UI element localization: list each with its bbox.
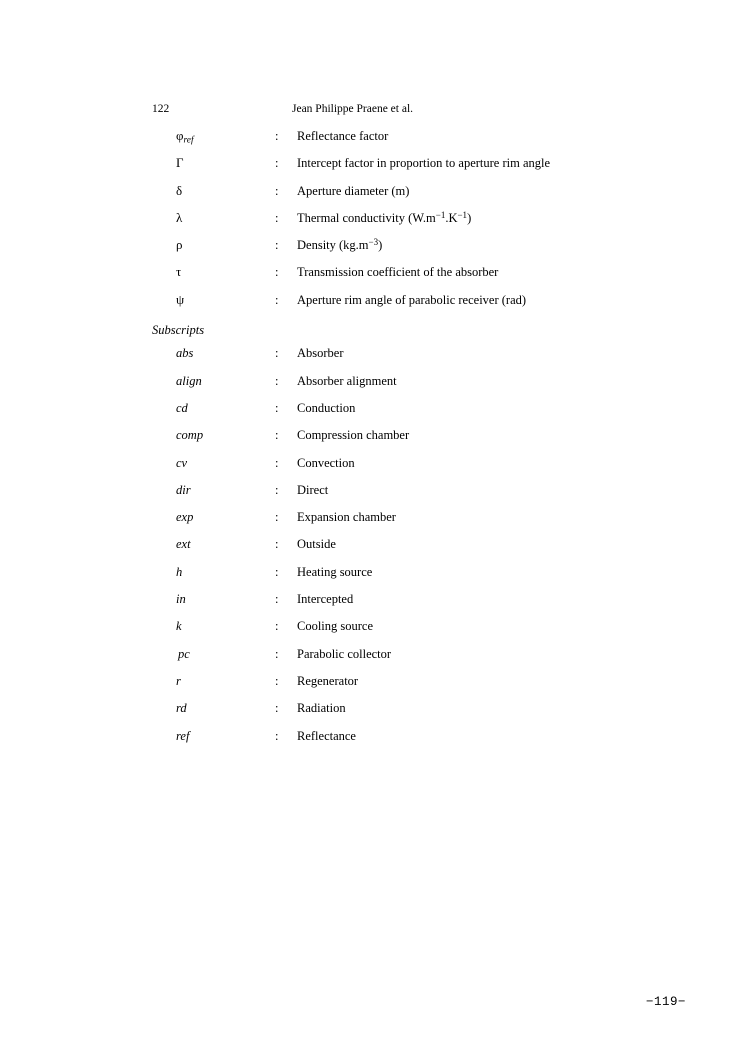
symbol-description: Intercept factor in proportion to aperture rim angle <box>297 156 551 171</box>
subscript-description: Radiation <box>297 701 346 716</box>
nomenclature-row <box>152 264 652 291</box>
separator: : <box>275 400 279 415</box>
separator: : <box>275 292 279 307</box>
symbol: λ <box>176 209 183 225</box>
subscript-description: Convection <box>297 455 355 470</box>
subscript-symbol: ext <box>176 537 191 552</box>
separator: : <box>275 129 279 143</box>
nomenclature-row <box>152 183 652 210</box>
page-header <box>152 103 612 115</box>
separator: : <box>275 210 279 225</box>
subscript-row <box>152 701 652 728</box>
subscript-symbol: exp <box>176 510 194 525</box>
subscript-description: Reflectance <box>297 728 356 743</box>
subscript-description: Outside <box>297 537 336 552</box>
symbol-description: Density $(kg.m^{-3})$ <box>297 237 383 253</box>
subscript-row <box>152 456 652 483</box>
symbol: τ <box>176 264 182 280</box>
nomenclature-list <box>152 128 652 756</box>
subscript-symbol: in <box>176 592 186 607</box>
subscript-symbol: cd <box>176 400 188 415</box>
separator: : <box>275 183 279 198</box>
symbol-description: Thermal conductivity $(W.m^{-1}.K^{-1})$ <box>297 210 472 225</box>
subscript-description: Heating source <box>297 564 373 579</box>
symbol: δ <box>176 182 183 198</box>
subscript-symbol: comp <box>176 428 204 443</box>
subscript-symbol: cv <box>176 455 188 470</box>
separator: : <box>275 728 279 743</box>
subscript-row <box>152 565 652 592</box>
separator: : <box>275 428 279 443</box>
separator: : <box>275 564 279 579</box>
subscript-description: Conduction <box>297 400 356 415</box>
subscript-row <box>152 346 652 373</box>
subscript-description: Expansion chamber <box>297 510 396 525</box>
separator: : <box>275 156 279 171</box>
separator: : <box>275 646 279 661</box>
subscript-row <box>152 428 652 455</box>
subscript-description: Absorber <box>297 346 344 361</box>
separator: : <box>275 482 279 497</box>
folio-number: −119− <box>645 995 686 1009</box>
subscript-row <box>152 374 652 401</box>
subscript-symbol: k <box>176 619 182 634</box>
subscript-row <box>152 647 652 674</box>
subscript-symbol: align <box>176 373 202 388</box>
separator: : <box>275 373 279 388</box>
symbol: ψ <box>176 291 185 307</box>
separator: : <box>275 455 279 470</box>
subscript-description: Intercepted <box>297 592 354 607</box>
nomenclature-row <box>152 155 652 182</box>
subscript-row <box>152 510 652 537</box>
separator: : <box>275 265 279 280</box>
subscript-row <box>152 619 652 646</box>
subscript-symbol: r <box>176 673 181 688</box>
subscript-row <box>152 537 652 564</box>
subscript-description: Compression chamber <box>297 428 410 443</box>
subscript-symbol: dir <box>176 482 191 497</box>
subscripts-heading: Subscripts <box>152 323 205 338</box>
separator: : <box>275 346 279 361</box>
symbol-description: Transmission coefficient of the absorber <box>297 265 499 280</box>
subscript-description: Absorber alignment <box>297 373 397 388</box>
separator: : <box>275 510 279 525</box>
separator: : <box>275 537 279 552</box>
subscript-row <box>152 674 652 701</box>
subscript-row <box>152 483 652 510</box>
subscript-symbol: h <box>176 564 183 579</box>
nomenclature-row <box>152 292 652 319</box>
symbol-description: Reflectance factor <box>297 129 389 143</box>
separator: : <box>275 592 279 607</box>
subscript-row <box>152 729 652 756</box>
subscript-symbol: rd <box>176 701 187 716</box>
subscript-row <box>152 592 652 619</box>
nomenclature-row <box>152 128 652 155</box>
separator: : <box>275 701 279 716</box>
subscript-description: Direct <box>297 482 329 497</box>
subscript-symbol: abs <box>176 346 194 361</box>
subscript-symbol: pc <box>178 646 190 661</box>
page-number: 122 <box>152 103 170 115</box>
nomenclature-row <box>152 237 652 264</box>
symbol-description: Aperture diameter (m) <box>297 183 410 198</box>
subscript-symbol: ref <box>176 728 190 743</box>
subscript-description: Cooling source <box>297 619 374 634</box>
subscript-row <box>152 401 652 428</box>
symbol-description: Aperture rim angle of parabolic receiver (rad) <box>297 292 527 307</box>
symbol: $\varphi_{ref}$ <box>176 128 194 146</box>
nomenclature-row <box>152 210 652 237</box>
separator: : <box>275 673 279 688</box>
separator: : <box>275 619 279 634</box>
subscript-description: Parabolic collector <box>297 646 392 661</box>
symbol: ρ <box>176 237 183 253</box>
page-footer <box>0 995 744 1009</box>
subscript-description: Regenerator <box>297 673 359 688</box>
separator: : <box>275 238 279 253</box>
symbol: Γ <box>176 155 184 171</box>
running-title: Jean Philippe Praene et al. <box>292 103 414 115</box>
